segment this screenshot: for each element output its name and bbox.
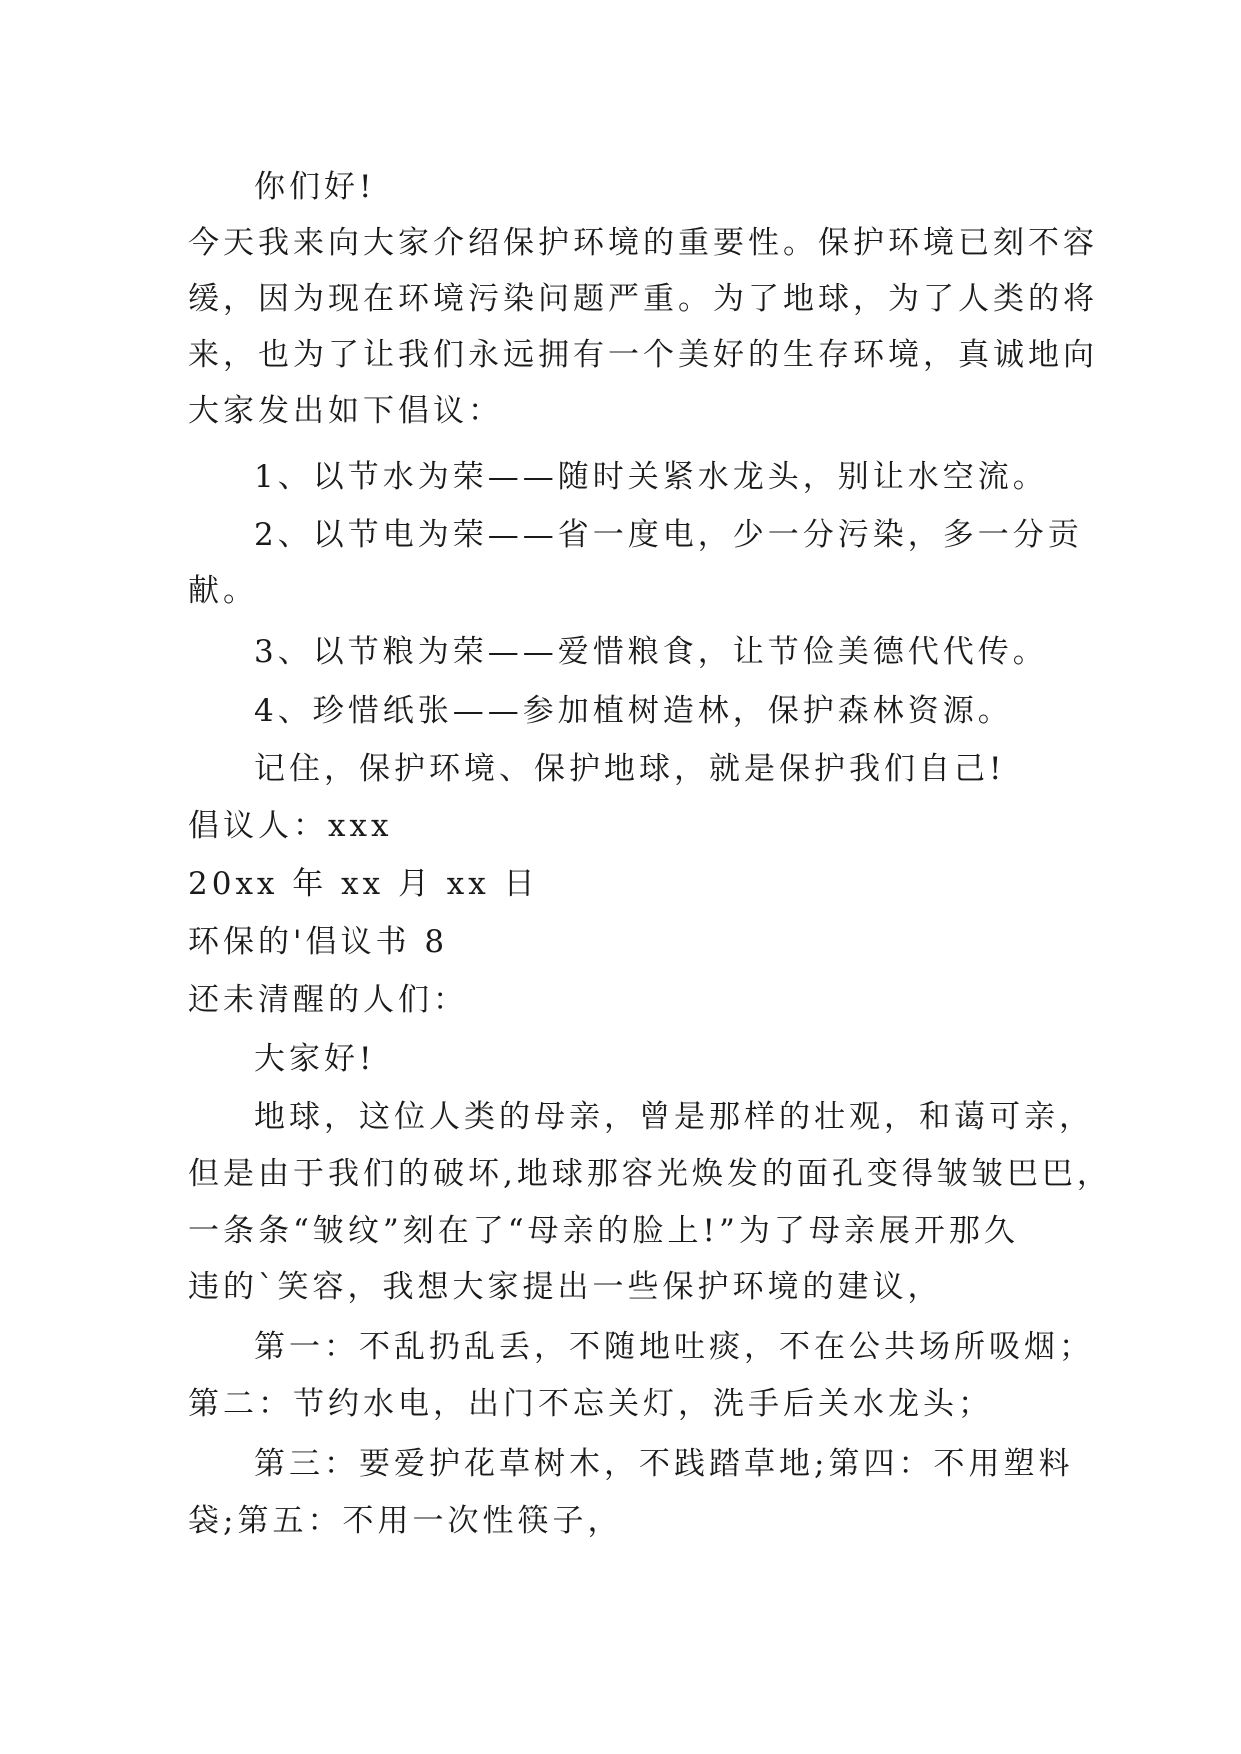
body-text-line: 一条条“皱纹”刻在了“母亲的脸上!”为了母亲展开那久 [188, 1213, 1019, 1249]
body-text-line: 但是由于我们的破坏,地球那容光焕发的面孔变得皱皱巴巴， [188, 1156, 1112, 1192]
proposal-item-3: 3、以节粮为荣——爱惜粮食，让节俭美德代代传。 [254, 634, 1048, 670]
suggestion-line: 袋;第五：不用一次性筷子， [188, 1503, 623, 1539]
greeting-line: 你们好! [254, 169, 376, 205]
section-title: 环保的'倡议书 8 [188, 924, 449, 960]
body-text-line: 地球，这位人类的母亲，曾是那样的壮观，和蔼可亲， [254, 1099, 1094, 1135]
suggestion-line: 第二：节约水电，出门不忘关灯，洗手后关水龙头； [188, 1386, 993, 1422]
suggestion-line: 第三：要爱护花草树木，不践踏草地;第四：不用塑料 [254, 1446, 1074, 1482]
body-text-line: 缓，因为现在环境污染问题严重。为了地球，为了人类的将 [188, 281, 1098, 317]
date-line: 20xx 年 xx 月 xx 日 [188, 866, 539, 902]
body-text-line: 献。 [188, 573, 258, 609]
body-text-line: 大家发出如下倡议： [188, 393, 503, 429]
closing-line: 记住，保护环境、保护地球，就是保护我们自己! [254, 751, 1006, 787]
body-text-line: 今天我来向大家介绍保护环境的重要性。保护环境已刻不容 [188, 225, 1098, 261]
salutation-line: 还未清醒的人们： [188, 982, 468, 1018]
proposal-item-1: 1、以节水为荣——随时关紧水龙头，别让水空流。 [254, 459, 1048, 495]
body-text-line: 来，也为了让我们永远拥有一个美好的生存环境，真诚地向 [188, 337, 1098, 373]
greeting-line: 大家好! [254, 1041, 376, 1077]
suggestion-line: 第一：不乱扔乱丢，不随地吐痰，不在公共场所吸烟； [254, 1329, 1094, 1365]
body-text-line: 违的`笑容，我想大家提出一些保护环境的建议， [188, 1269, 943, 1305]
proposal-item-4: 4、珍惜纸张——参加植树造林，保护森林资源。 [254, 693, 1013, 729]
signer-line: 倡议人：xxx [188, 808, 393, 844]
proposal-item-2: 2、以节电为荣——省一度电，少一分污染，多一分贡 [254, 517, 1083, 553]
